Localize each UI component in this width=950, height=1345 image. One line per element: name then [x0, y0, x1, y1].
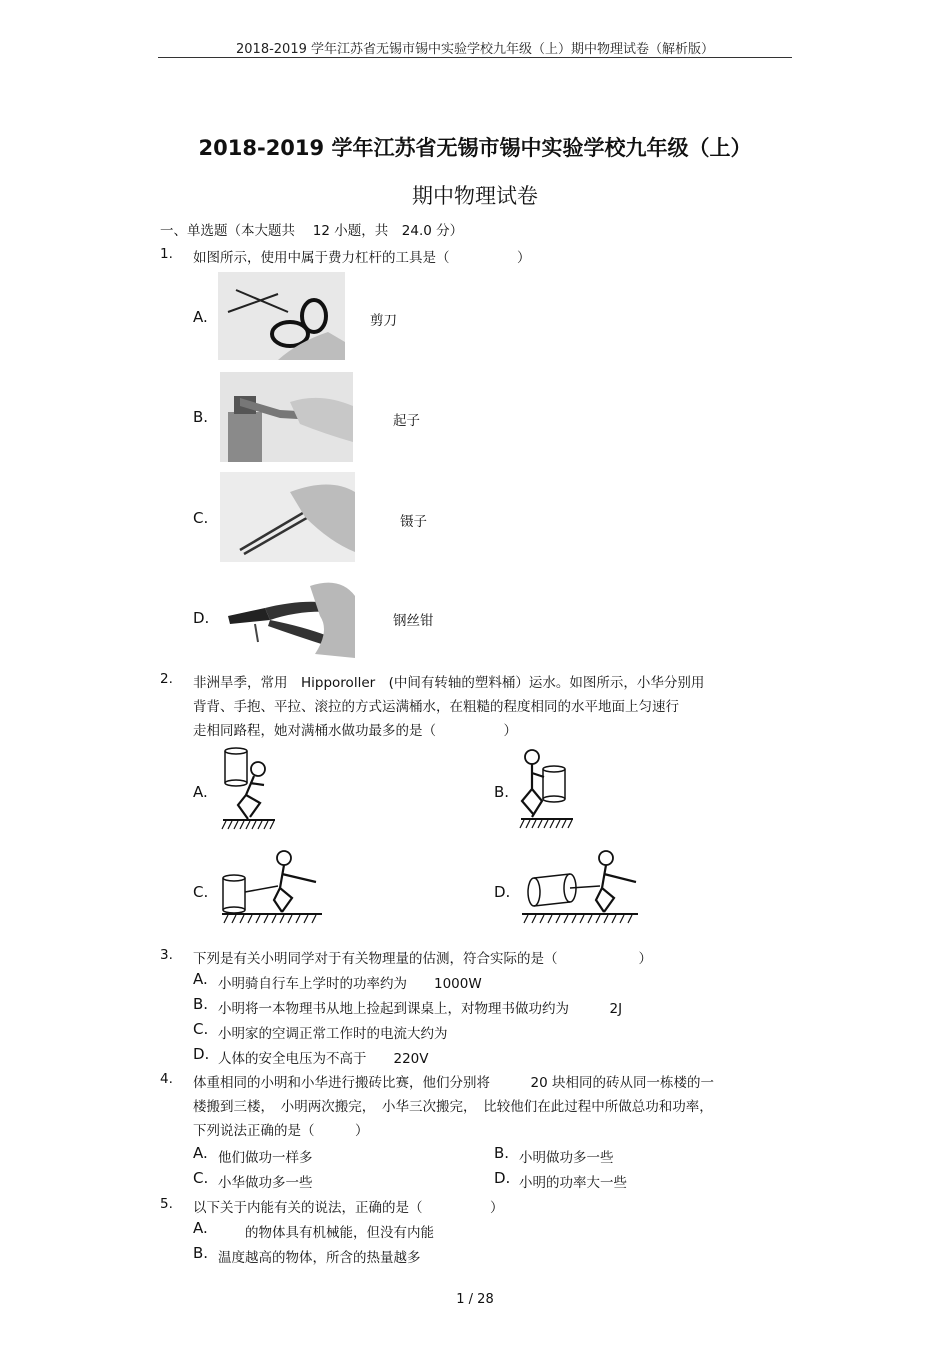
scissors-image	[218, 272, 345, 360]
q4-option-d-text: 小明的功率大一些	[519, 1175, 627, 1191]
hold-in-arms-figure	[518, 745, 578, 835]
question-4-line-3: 下列说法正确的是（ ）	[193, 1123, 369, 1139]
question-1-number: 1.	[160, 246, 173, 262]
q4-option-a-text: 他们做功一样多	[218, 1150, 313, 1166]
drag-flat-figure	[220, 848, 325, 930]
q4-option-b-text: 小明做功多一些	[519, 1150, 614, 1166]
question-5-text: 以下关于内能有关的说法，正确的是（ ）	[193, 1200, 504, 1216]
q1-option-a-letter: A.	[193, 308, 208, 326]
q5-option-b-text: 温度越高的物体，所含的热量越多	[218, 1250, 421, 1266]
q3-option-b-text: 小明将一本物理书从地上捡起到课桌上，对物理书做功约为 2J	[218, 1001, 623, 1017]
q1-option-b-label: 起子	[393, 413, 420, 429]
q5-option-a-letter: A.	[193, 1219, 208, 1237]
section-heading: 一、单选题（本大题共 12 小题，共 24.0 分）	[160, 223, 464, 239]
title-line-2: 期中物理试卷	[412, 184, 538, 208]
q3-option-a-letter: A.	[193, 970, 208, 988]
question-2-line-2: 背背、手抱、平拉、滚拉的方式运满桶水，在粗糙的程度相同的水平地面上匀速行	[193, 699, 679, 715]
carry-on-back-figure	[220, 745, 280, 835]
tweezers-image	[220, 472, 355, 562]
q3-option-d-letter: D.	[193, 1045, 210, 1063]
question-5-number: 5.	[160, 1196, 173, 1212]
header-rule	[158, 57, 792, 58]
question-2-line-1: 非洲旱季，常用 Hipporoller (中间有转轴的塑料桶）运水。如图所示，小华分别用	[193, 675, 705, 691]
bottle-opener-image	[220, 372, 353, 462]
page-number: 1 / 28	[456, 1292, 494, 1307]
q4-option-c-letter: C.	[193, 1169, 209, 1187]
question-4-number: 4.	[160, 1071, 173, 1087]
q2-option-d-letter: D.	[494, 883, 511, 901]
q3-option-b-letter: B.	[193, 995, 209, 1013]
question-1-text: 如图所示，使用中属于费力杠杆的工具是（ ）	[193, 250, 531, 266]
question-2-number: 2.	[160, 671, 173, 687]
q3-option-a-text: 小明骑自行车上学时的功率约为 1000W	[218, 976, 482, 992]
q2-option-b-letter: B.	[494, 783, 510, 801]
q2-option-a-letter: A.	[193, 783, 208, 801]
q1-option-d-label: 钢丝钳	[393, 613, 434, 629]
question-2-line-3: 走相同路程，她对满桶水做功最多的是（ ）	[193, 723, 517, 739]
pliers-image	[220, 576, 355, 658]
q3-option-c-letter: C.	[193, 1020, 209, 1038]
q1-option-c-label: 镊子	[400, 514, 427, 530]
q1-option-d-letter: D.	[193, 609, 210, 627]
question-4-line-1: 体重相同的小明和小华进行搬砖比赛，他们分别将 20 块相同的砖从同一栋楼的一	[193, 1075, 714, 1091]
title-line-1: 2018-2019 学年江苏省无锡市锡中实验学校九年级（上）	[198, 136, 752, 160]
q5-option-a-text: 的物体具有机械能，但没有内能	[218, 1225, 434, 1241]
q1-option-c-letter: C.	[193, 509, 209, 527]
question-3-number: 3.	[160, 947, 173, 963]
question-4-line-2: 楼搬到三楼， 小明两次搬完， 小华三次搬完， 比较他们在此过程中所做总功和功率，	[193, 1099, 713, 1115]
q1-option-b-letter: B.	[193, 408, 209, 426]
q4-option-b-letter: B.	[494, 1144, 510, 1162]
q4-option-d-letter: D.	[494, 1169, 511, 1187]
q5-option-b-letter: B.	[193, 1244, 209, 1262]
q3-option-d-text: 人体的安全电压为不高于 220V	[218, 1051, 429, 1067]
q4-option-a-letter: A.	[193, 1144, 208, 1162]
q1-option-a-label: 剪刀	[370, 313, 397, 329]
roll-pull-figure	[520, 848, 640, 930]
q3-option-c-text: 小明家的空调正常工作时的电流大约为	[218, 1026, 448, 1042]
running-header: 2018-2019 学年江苏省无锡市锡中实验学校九年级（上）期中物理试卷（解析版）	[236, 42, 714, 57]
question-3-text: 下列是有关小明同学对于有关物理量的估测，符合实际的是（ ）	[193, 951, 652, 967]
q2-option-c-letter: C.	[193, 883, 209, 901]
q4-option-c-text: 小华做功多一些	[218, 1175, 313, 1191]
